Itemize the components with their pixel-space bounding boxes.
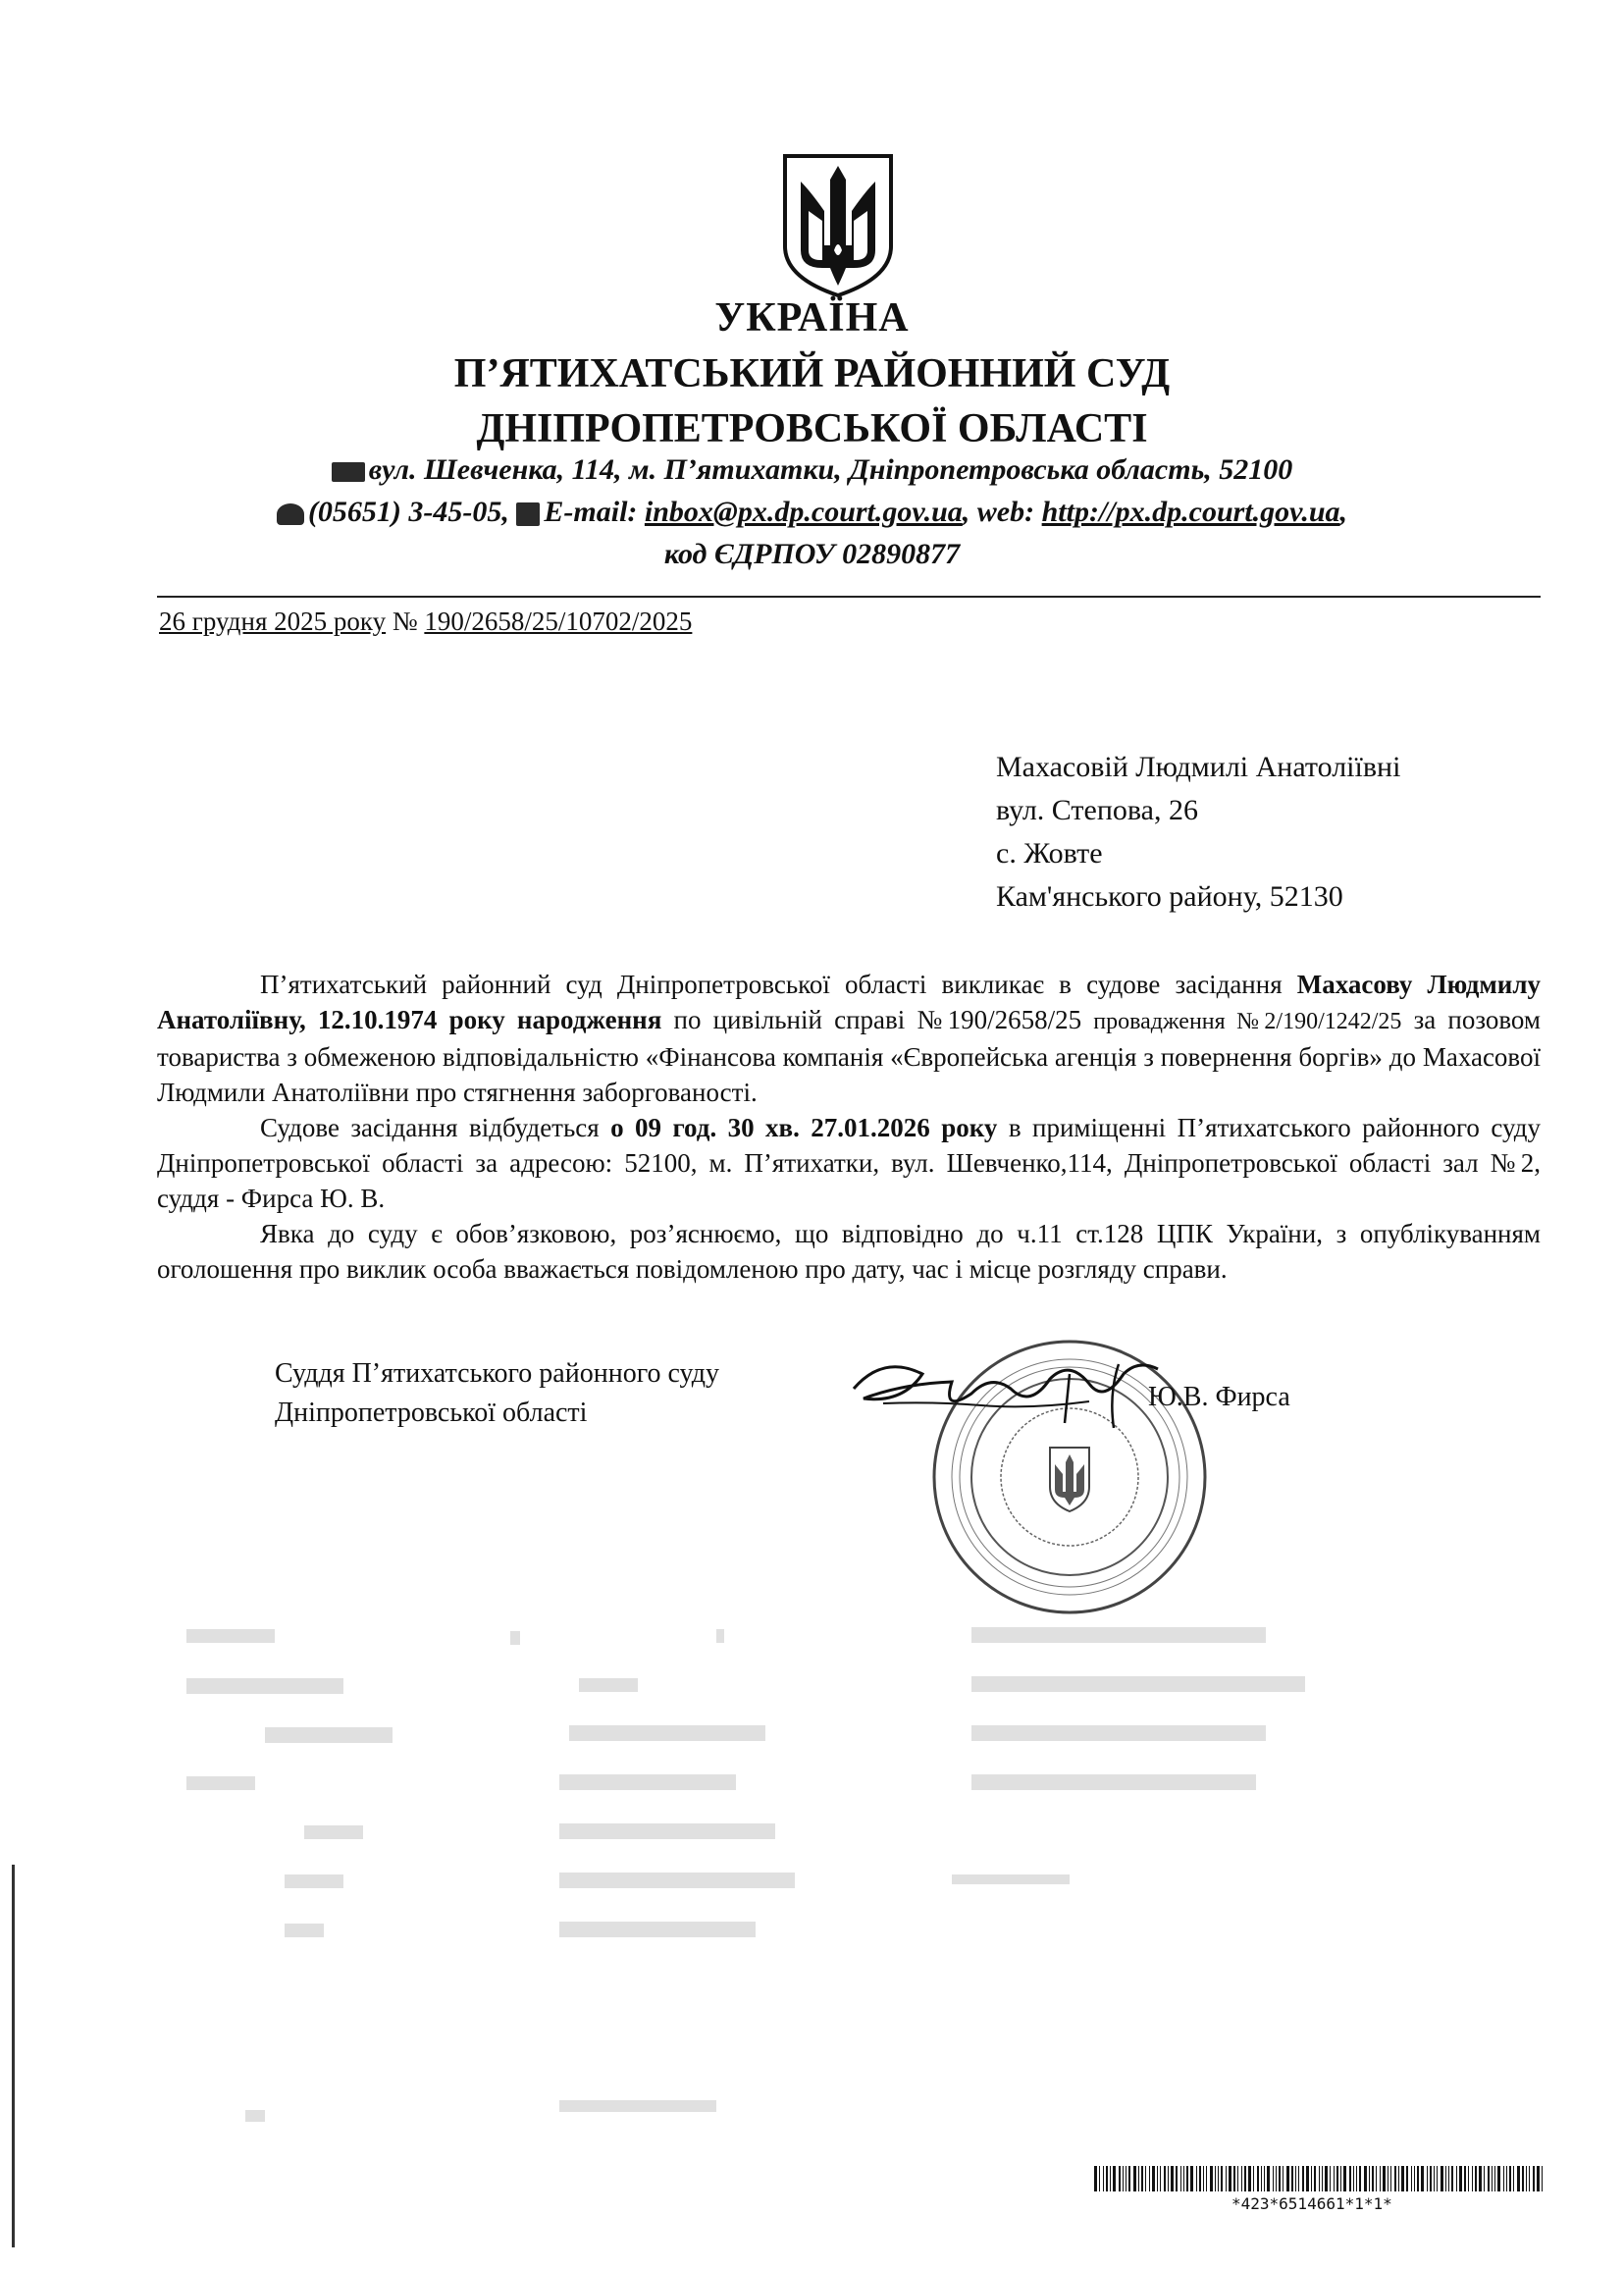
country-title: УКРАЇНА [714, 295, 910, 341]
envelope-icon [332, 462, 365, 482]
summons-text: П’ятихатський районний суд Дніпропетровської області викликає в судове засідання [260, 970, 1297, 999]
court-name-line2: ДНІПРОПЕТРОВСЬКОЇ ОБЛАСТІ [476, 406, 1148, 451]
hearing-location: в приміщенні П’ятихатського районного суду Дніпропетровської області за адресою: 52100, м. П’ятихатки, вул. Шевченко,114, Дніпропетровської області зал №2, суддя - Фирса Ю. В. [157, 1113, 1541, 1213]
address-text: вул. Шевченка, 114, м. П’ятихатки, Дніпропетровська область, 52100 [368, 453, 1293, 486]
addressee-street: вул. Степова, 26 [996, 794, 1198, 826]
number-label: № [386, 607, 425, 636]
web-link[interactable]: http://px.dp.court.gov.ua [1041, 496, 1340, 528]
bleed-through-artifact [186, 1609, 1403, 2159]
case-number: по цивільній справі №190/2658/25 [661, 1005, 1094, 1034]
summons-paragraph [157, 967, 1541, 1110]
court-address [0, 453, 1624, 487]
email-link[interactable]: inbox@px.dp.court.gov.ua [644, 496, 963, 528]
attendance-paragraph: Явка до суду є обов’язковою, роз’яснюємо, що відповідно до ч.11 ст.128 ЦПК України, з опублікуванням оголошення про виклик особа вважається повідомленою про дату, час і місце розгляду справи. [157, 1219, 1541, 1284]
hearing-datetime: о 09 год. 30 хв. 27.01.2026 року [610, 1113, 998, 1142]
hearing-text: Судове засідання відбудеться [260, 1113, 611, 1142]
scan-edge-mark [12, 1865, 15, 2247]
computer-icon [516, 502, 540, 526]
claim-description: за позовом товариства з обмеженою відповідальністю «Фінансова компанія «Європейська агенція з повернення боргів» до Махасової Людмили Анатоліївни про стягнення заборгованості. [157, 1005, 1541, 1107]
document-date: 26 грудня 2025 року [159, 607, 387, 636]
hearing-paragraph [157, 1110, 1541, 1216]
addressee-village: с. Жовте [996, 837, 1103, 870]
addressee-block [996, 746, 1400, 919]
document-number: 190/2658/25/10702/2025 [424, 607, 693, 636]
email-label: E-mail: [544, 496, 638, 528]
phone-icon [277, 503, 304, 525]
addressee-district: Кам'янського району, 52130 [996, 880, 1343, 913]
proceeding-number: провадження №2/190/1242/25 [1093, 1009, 1402, 1034]
coat-of-arms-icon [779, 152, 897, 299]
signer-title-line1: Суддя П’ятихатського районного суду [275, 1358, 720, 1389]
signer-name: Ю.В. Фирса [1148, 1382, 1290, 1412]
header-divider [157, 596, 1541, 598]
court-name-line1: П’ЯТИХАТСЬКИЙ РАЙОННИЙ СУД [453, 351, 1171, 396]
barcode-number: *423*6514661*1*1* [1231, 2194, 1392, 2213]
signer-title-line2: Дніпропетровської області [275, 1398, 588, 1428]
defendant-name: Махасову Людмилу Анатоліївну, 12.10.1974 року народження [157, 970, 1541, 1034]
handwritten-signature [844, 1345, 1197, 1443]
court-contacts: (05651) 3-45-05, E-mail: inbox@px.dp.court.gov.ua, web: http://px.dp.court.gov.ua, [0, 496, 1624, 529]
phone-text: (05651) 3-45-05, [307, 496, 509, 528]
document-date-number [159, 607, 692, 637]
addressee-name: Махасовій Людмилі Анатоліївні [996, 751, 1401, 783]
barcode [1094, 2166, 1545, 2191]
web-label: , web: [962, 496, 1035, 528]
edrpou-code: код ЄДРПОУ 02890877 [663, 538, 961, 570]
signer-title [275, 1354, 719, 1433]
letter-body [157, 967, 1541, 1287]
